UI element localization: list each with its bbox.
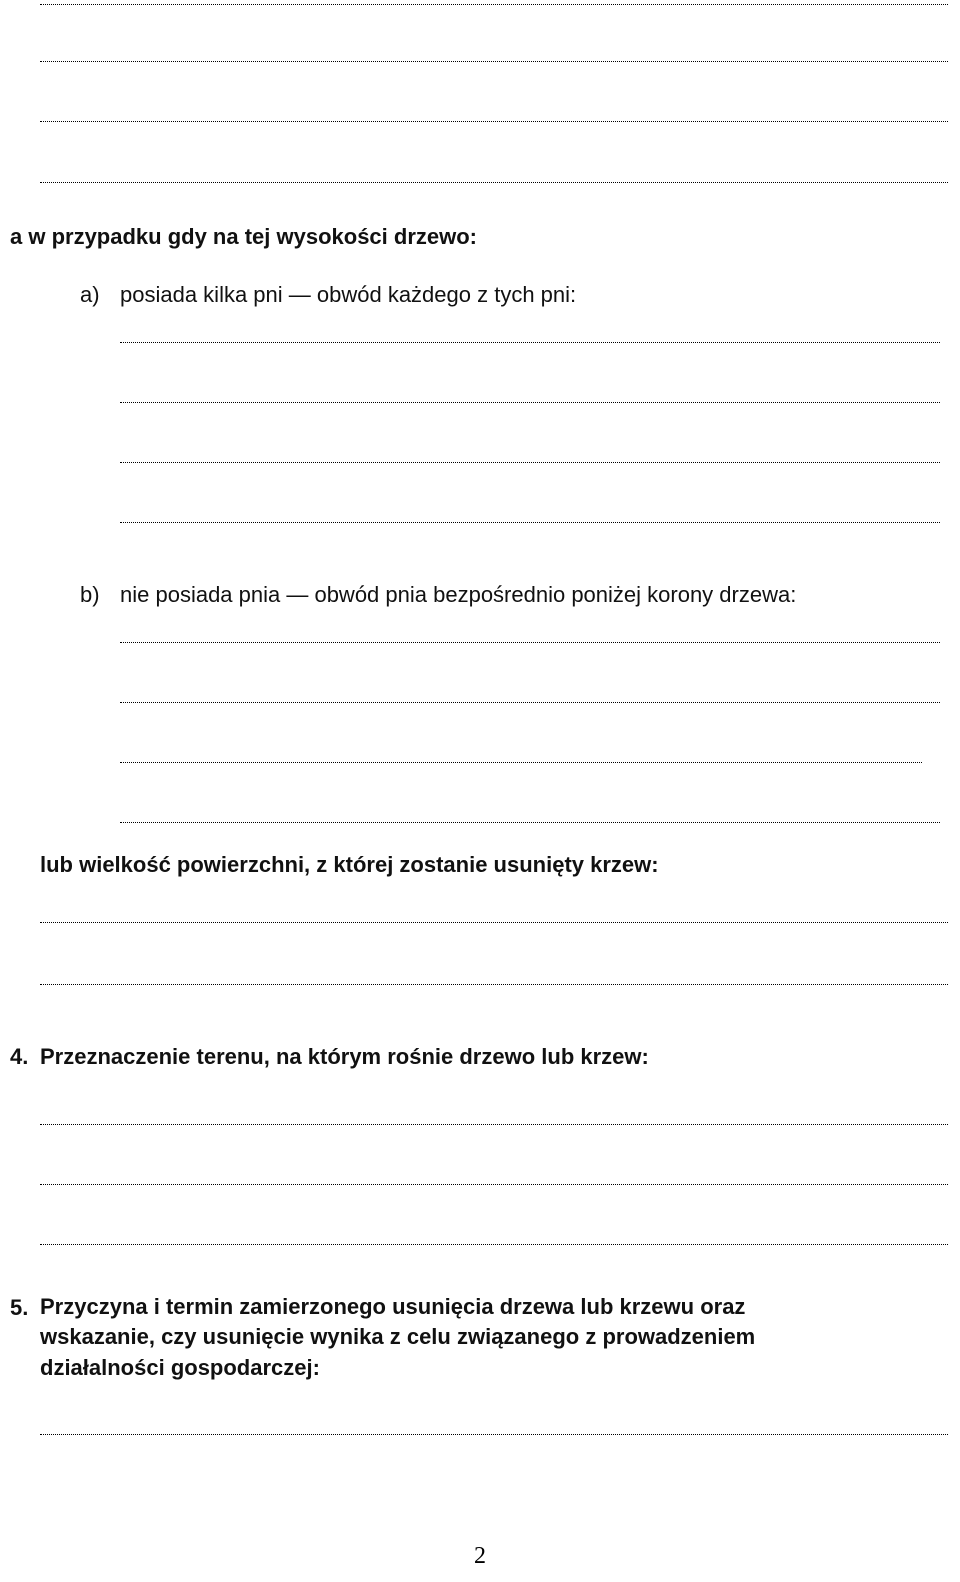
option-a-marker: a)	[80, 282, 100, 307]
option-b-answer-line-1[interactable]	[120, 641, 940, 643]
section-5-title-line-1: Przyczyna i termin zamierzonego usunięcia drzewa lub krzewu oraz	[40, 1294, 746, 1319]
answer-line-top-3[interactable]	[40, 120, 948, 122]
section-4-answer-line-3[interactable]	[40, 1243, 948, 1245]
option-b-answer-line-2[interactable]	[120, 701, 940, 703]
option-b-marker: b)	[80, 582, 100, 607]
page-number: 2	[474, 1543, 486, 1569]
section-5-number: 5.	[10, 1295, 29, 1320]
option-a-answer-line-3[interactable]	[120, 461, 940, 463]
option-a-answer-line-1[interactable]	[120, 341, 940, 343]
section-5-answer-line-1[interactable]	[40, 1433, 948, 1435]
answer-line-top-1[interactable]	[40, 3, 948, 5]
section-4-answer-line-2[interactable]	[40, 1183, 948, 1185]
option-b-answer-line-3[interactable]	[120, 761, 922, 763]
shrub-area-answer-line-1[interactable]	[40, 921, 948, 923]
section-4-number: 4.	[10, 1044, 29, 1069]
option-a-answer-line-2[interactable]	[120, 401, 940, 403]
section-5-title-line-2: wskazanie, czy usunięcie wynika z celu związanego z prowadzeniem	[40, 1324, 756, 1349]
answer-line-top-2[interactable]	[40, 60, 948, 62]
shrub-area-answer-line-2[interactable]	[40, 983, 948, 985]
section-5-title-line-3: działalności gospodarczej:	[40, 1355, 320, 1380]
option-b-answer-line-4[interactable]	[120, 821, 940, 823]
answer-line-top-4[interactable]	[40, 181, 948, 183]
section-4-answer-line-1[interactable]	[40, 1123, 948, 1125]
section-4-title: Przeznaczenie terenu, na którym rośnie drzewo lub krzew:	[40, 1044, 649, 1069]
tree-condition-heading: a w przypadku gdy na tej wysokości drzewo:	[10, 224, 478, 249]
option-a-text: posiada kilka pni — obwód każdego z tych pni:	[120, 282, 577, 307]
option-b-text: nie posiada pnia — obwód pnia bezpośrednio poniżej korony drzewa:	[120, 582, 797, 607]
shrub-area-label: lub wielkość powierzchni, z której zostanie usunięty krzew:	[40, 852, 659, 877]
option-a-answer-line-4[interactable]	[120, 521, 940, 523]
